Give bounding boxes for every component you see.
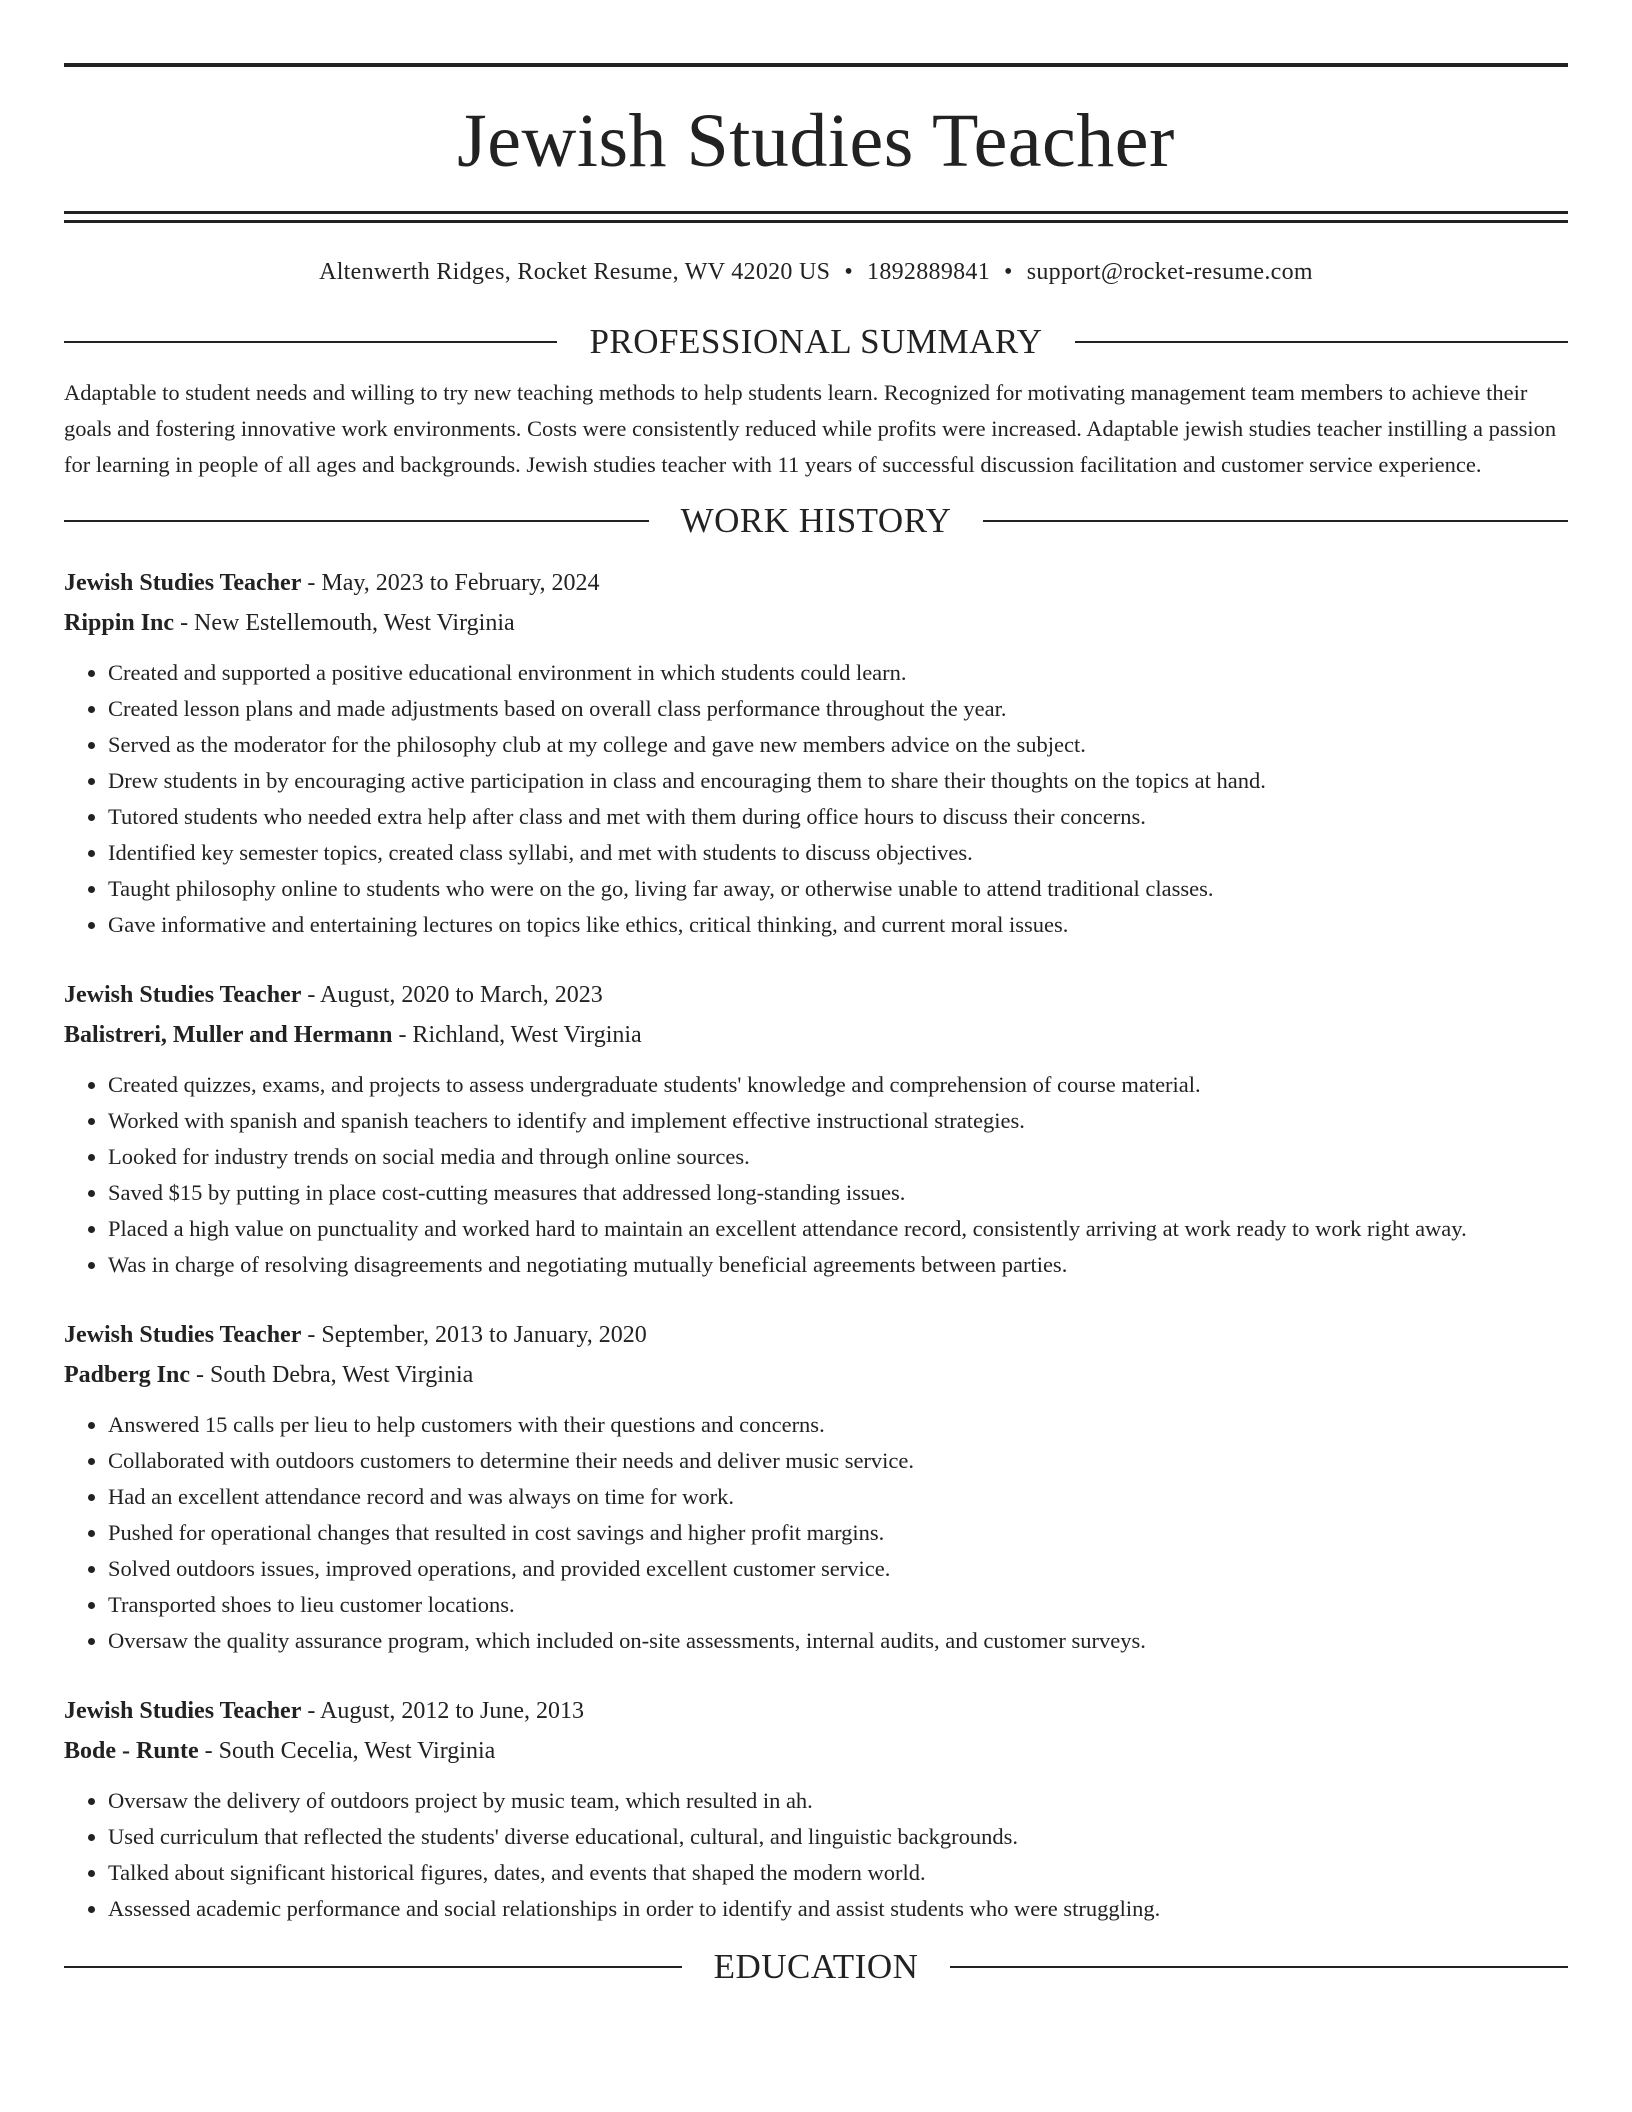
job-location: - Richland, West Virginia (392, 1022, 642, 1048)
contact-separator: • (844, 259, 854, 285)
list-item: • Tutored students who needed extra help after class and met with them during office hours to discuss their concerns. (108, 799, 1568, 835)
list-item: • Had an excellent attendance record and was always on time for work. (108, 1479, 1568, 1515)
job-entry (64, 1691, 1568, 1927)
job-title: Jewish Studies Teacher (64, 1322, 302, 1348)
list-item: • Gave informative and entertaining lectures on topics like ethics, critical thinking, and current moral issues. (108, 907, 1568, 943)
job-company-line (64, 603, 1568, 643)
job-dates: - September, 2013 to January, 2020 (301, 1322, 647, 1348)
job-bullets (64, 655, 1568, 943)
list-item: • Looked for industry trends on social media and through online sources. (108, 1139, 1568, 1175)
resume-name: Jewish Studies Teacher (457, 99, 1175, 183)
job-bullets (64, 1407, 1568, 1659)
list-item: • Placed a high value on punctuality and worked hard to maintain an excellent attendance record, consistently arriving at work ready to work right away. (108, 1211, 1568, 1247)
list-item: • Was in charge of resolving disagreements and negotiating mutually beneficial agreements between parties. (108, 1247, 1568, 1283)
list-item: • Saved $15 by putting in place cost-cutting measures that addressed long-standing issues. (108, 1175, 1568, 1211)
job-title: Jewish Studies Teacher (64, 982, 302, 1008)
list-item: • Created quizzes, exams, and projects to assess undergraduate students' knowledge and comprehension of course material. (108, 1067, 1568, 1103)
list-item: • Collaborated with outdoors customers to determine their needs and deliver music service. (108, 1443, 1568, 1479)
job-entry (64, 1315, 1568, 1659)
job-dates: - August, 2020 to March, 2023 (301, 982, 603, 1008)
list-item: • Talked about significant historical figures, dates, and events that shaped the modern world. (108, 1855, 1568, 1891)
job-company-line (64, 1731, 1568, 1771)
heading-rule-left (64, 341, 557, 343)
list-item: • Transported shoes to lieu customer locations. (108, 1587, 1568, 1623)
list-item: • Oversaw the delivery of outdoors project by music team, which resulted in ah. (108, 1783, 1568, 1819)
job-company-line (64, 1355, 1568, 1395)
job-bullets (64, 1783, 1568, 1927)
list-item: • Served as the moderator for the philosophy club at my college and gave new members advice on the subject. (108, 727, 1568, 763)
list-item: • Answered 15 calls per lieu to help customers with their questions and concerns. (108, 1407, 1568, 1443)
work-history-list (64, 563, 1568, 1927)
job-company: Bode - Runte (64, 1738, 199, 1764)
job-company: Rippin Inc (64, 610, 175, 636)
top-rule (64, 63, 1568, 67)
heading-rule-right (950, 1966, 1568, 1968)
resume-page (64, 0, 1568, 2112)
list-item: • Created lesson plans and made adjustments based on overall class performance throughout the year. (108, 691, 1568, 727)
heading-rule-left (64, 1966, 682, 1968)
list-item: • Taught philosophy online to students who were on the go, living far away, or otherwise unable to attend traditional classes. (108, 871, 1568, 907)
job-title-line (64, 1315, 1568, 1355)
job-dates: - August, 2012 to June, 2013 (301, 1698, 585, 1724)
list-item: • Created and supported a positive educational environment in which students could learn. (108, 655, 1568, 691)
job-bullets (64, 1067, 1568, 1283)
list-item: • Solved outdoors issues, improved operations, and provided excellent customer service. (108, 1551, 1568, 1587)
contact-separator: • (1004, 259, 1013, 285)
heading-rule-right (983, 520, 1568, 522)
work-history-heading (64, 501, 1568, 541)
education-heading-title: EDUCATION (713, 1947, 919, 1986)
job-location: - South Debra, West Virginia (190, 1362, 474, 1388)
job-title-line (64, 975, 1568, 1015)
summary-heading (64, 322, 1568, 362)
list-item: • Identified key semester topics, created class syllabi, and met with students to discuss objectives. (108, 835, 1568, 871)
contact-phone: 1892889841 (867, 259, 991, 285)
list-item: • Used curriculum that reflected the students' diverse educational, cultural, and linguistic backgrounds. (108, 1819, 1568, 1855)
contact-address: Altenwerth Ridges, Rocket Resume, WV 42020 US (319, 259, 831, 285)
list-item: • Assessed academic performance and social relationships in order to identify and assist students who were struggling. (108, 1891, 1568, 1927)
summary-heading-title: PROFESSIONAL SUMMARY (589, 322, 1043, 361)
list-item: • Pushed for operational changes that resulted in cost savings and higher profit margins. (108, 1515, 1568, 1551)
job-title-line (64, 563, 1568, 603)
job-dates: - May, 2023 to February, 2024 (301, 570, 600, 596)
summary-text: Adaptable to student needs and willing to try new teaching methods to help students learn. Recognized for motivating management team members to achieve their goals and fostering innovative work environments. Costs were consistently reduced while profits were increased. Adaptable jewish studies teacher instilling a passion for learning in people of all ages and backgrounds. Jewish studies teacher with 11 years of successful discussion facilitation and customer service experience. (64, 380, 1557, 477)
job-entry (64, 563, 1568, 943)
job-title-line (64, 1691, 1568, 1731)
heading-rule-right (1075, 341, 1568, 343)
list-item: • Worked with spanish and spanish teachers to identify and implement effective instructional strategies. (108, 1103, 1568, 1139)
education-heading (64, 1947, 1568, 1987)
job-company: Balistreri, Muller and Hermann (64, 1022, 393, 1048)
list-item: • Oversaw the quality assurance program, which included on-site assessments, internal audits, and customer surveys. (108, 1623, 1568, 1659)
job-location: - New Estellemouth, West Virginia (174, 610, 515, 636)
double-rule (64, 211, 1568, 223)
work-history-heading-title: WORK HISTORY (680, 501, 952, 540)
job-company: Padberg Inc (64, 1362, 190, 1388)
heading-rule-left (64, 520, 649, 522)
job-entry (64, 975, 1568, 1283)
contact-line (64, 257, 1568, 287)
list-item: • Drew students in by encouraging active participation in class and encouraging them to share their thoughts on the topics at hand. (108, 763, 1568, 799)
job-title: Jewish Studies Teacher (64, 570, 302, 596)
job-title: Jewish Studies Teacher (64, 1698, 302, 1724)
job-location: - South Cecelia, West Virginia (198, 1738, 496, 1764)
job-company-line (64, 1015, 1568, 1055)
contact-email: support@rocket-resume.com (1026, 259, 1313, 285)
